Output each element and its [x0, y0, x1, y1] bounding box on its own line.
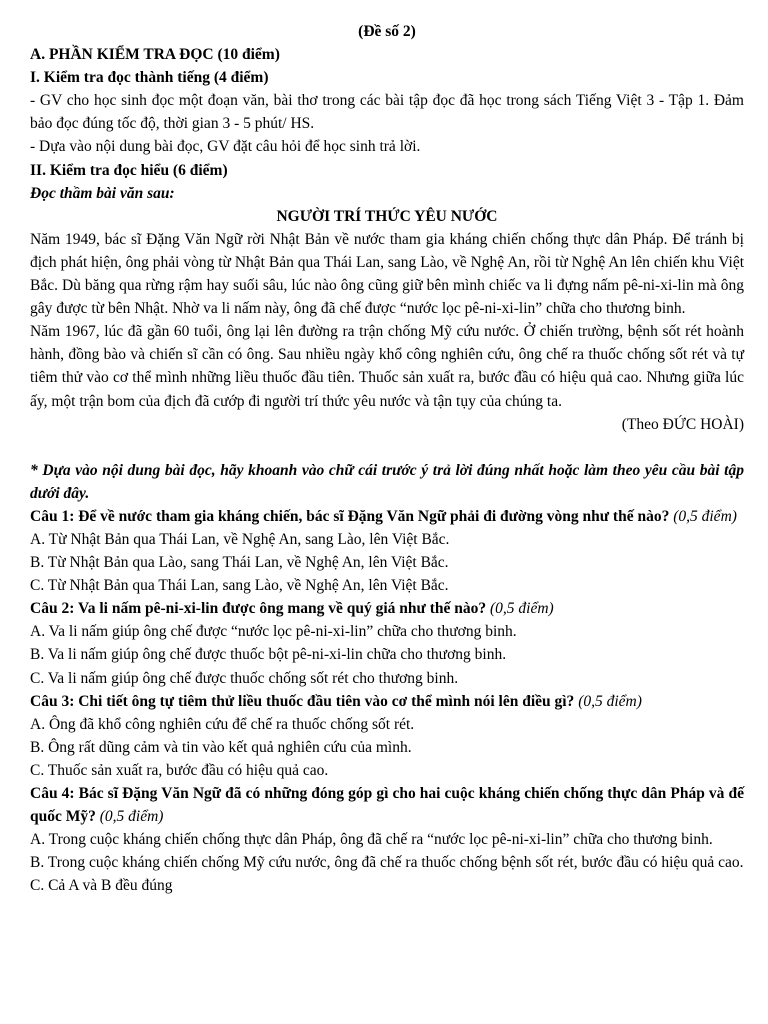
- story-title: NGƯỜI TRÍ THỨC YÊU NƯỚC: [276, 207, 498, 225]
- answer-option[interactable]: A. Trong cuộc kháng chiến chống thực dân Pháp, ông đã chế ra “nước lọc pê-ni-xi-lin” chữa cho thương binh.: [30, 831, 713, 849]
- spacer: [30, 436, 744, 459]
- exam-label: (Đề số 2): [358, 23, 416, 40]
- part-1-line-2: - Dựa vào nội dung bài đọc, GV đặt câu hỏi để học sinh trả lời.: [30, 138, 421, 156]
- answer-option[interactable]: C. Thuốc sản xuất ra, bước đầu có hiệu quả cao.: [30, 761, 329, 779]
- answer-option[interactable]: A. Từ Nhật Bản qua Thái Lan, về Nghệ An, sang Lào, lên Việt Bắc.: [30, 530, 450, 548]
- question-points: (0,5 điểm): [574, 692, 642, 710]
- story-source: (Theo ĐỨC HOÀI): [621, 415, 744, 433]
- story-paragraph-1: Năm 1949, bác sĩ Đặng Văn Ngữ rời Nhật Bản về nước tham gia kháng chiến chống thực dân Pháp. Để tránh bị địch phát hiện, ông phải vòng từ Nhật Bản qua Thái Lan, sang Lào, về Nghệ An, rồi từ Nghệ An lên chiến khu Việt Bắc. Dù băng qua rừng rậm hay suối sâu, lúc nào ông cũng giữ bên mình chiếc va li đựng nấm pê-ni-xi-lin mà ông gây được từ bên Nhật. Nhờ va li nấm này, ông đã chế được “nước lọc pê-ni-xi-lin” chữa cho thương binh.: [30, 230, 744, 318]
- question-title: Câu 1: Để về nước tham gia kháng chiến, bác sĩ Đặng Văn Ngữ phải đi đường vòng như thế nào?: [30, 507, 670, 525]
- story-paragraph-2: Năm 1967, lúc đã gần 60 tuổi, ông lại lên đường ra trận chống Mỹ cứu nước. Ở chiến trường, bệnh sốt rét hoành hành, đồng bào và chiến sĩ cần có ông. Sau nhiều ngày khổ công nghiên cứu, ông chế ra thuốc chống sốt rét và tự tiêm thử vào cơ thể mình những liều thuốc đầu tiên. Thuốc sản xuất ra, bước đầu có hiệu quả cao. Nhưng giữa lúc ấy, một trận bom của địch đã cướp đi người trí thức yêu nước và tận tụy của chúng ta.: [30, 323, 744, 410]
- answer-option[interactable]: C. Cả A và B đều đúng: [30, 877, 173, 895]
- question-4: [30, 782, 744, 897]
- part-1-heading: I. Kiểm tra đọc thành tiếng (4 điểm): [30, 69, 269, 87]
- question-3: [30, 690, 744, 782]
- question-title: Câu 3: Chi tiết ông tự tiêm thử liều thuốc đầu tiên vào cơ thể mình nói lên điều gì?: [30, 692, 575, 710]
- question-title: Câu 4: Bác sĩ Đặng Văn Ngữ đã có những đóng góp gì cho hai cuộc kháng chiến chống thực dân Pháp và đế quốc Mỹ?: [30, 785, 744, 826]
- section-a-heading: A. PHẦN KIỂM TRA ĐỌC (10 điểm): [30, 46, 280, 64]
- answer-option[interactable]: B. Từ Nhật Bản qua Lào, sang Thái Lan, về Nghệ An, lên Việt Bắc.: [30, 554, 449, 572]
- question-points: (0,5 điểm): [486, 600, 554, 618]
- answer-option[interactable]: C. Từ Nhật Bản qua Thái Lan, sang Lào, về Nghệ An, lên Việt Bắc.: [30, 577, 449, 595]
- answer-option[interactable]: B. Ông rất dũng cảm và tin vào kết quả nghiên cứu của mình.: [30, 738, 412, 756]
- question-2: [30, 597, 744, 689]
- answer-option[interactable]: A. Va li nấm giúp ông chế được “nước lọc pê-ni-xi-lin” chữa cho thương binh.: [30, 623, 517, 641]
- task-instruction: * Dựa vào nội dung bài đọc, hãy khoanh vào chữ cái trước ý trả lời đúng nhất hoặc làm theo yêu cầu bài tập dưới đây.: [30, 461, 744, 502]
- answer-option[interactable]: C. Va li nấm giúp ông chế được thuốc chống sốt rét cho thương binh.: [30, 669, 459, 687]
- answer-option[interactable]: B. Trong cuộc kháng chiến chống Mỹ cứu nước, ông đã chế ra thuốc chống bệnh sốt rét, bước đầu có hiệu quả cao.: [30, 854, 744, 872]
- part-1-line-1: - GV cho học sinh đọc một đoạn văn, bài thơ trong các bài tập đọc đã học trong sách Tiếng Việt 3 - Tập 1. Đảm bảo đọc đúng tốc độ, thời gian 3 - 5 phút/ HS.: [30, 92, 744, 133]
- question-1: [30, 505, 744, 597]
- part-2-heading: II. Kiểm tra đọc hiểu (6 điểm): [30, 161, 228, 179]
- reading-instruction: Đọc thầm bài văn sau:: [30, 184, 175, 202]
- question-points: (0,5 điểm): [669, 507, 737, 525]
- answer-option[interactable]: A. Ông đã khổ công nghiên cứu để chế ra thuốc chống sốt rét.: [30, 715, 415, 733]
- answer-option[interactable]: B. Va li nấm giúp ông chế được thuốc bột pê-ni-xi-lin chữa cho thương binh.: [30, 646, 507, 664]
- question-title: Câu 2: Va li nấm pê-ni-xi-lin được ông mang về quý giá như thế nào?: [30, 600, 487, 618]
- question-points: (0,5 điểm): [95, 808, 164, 826]
